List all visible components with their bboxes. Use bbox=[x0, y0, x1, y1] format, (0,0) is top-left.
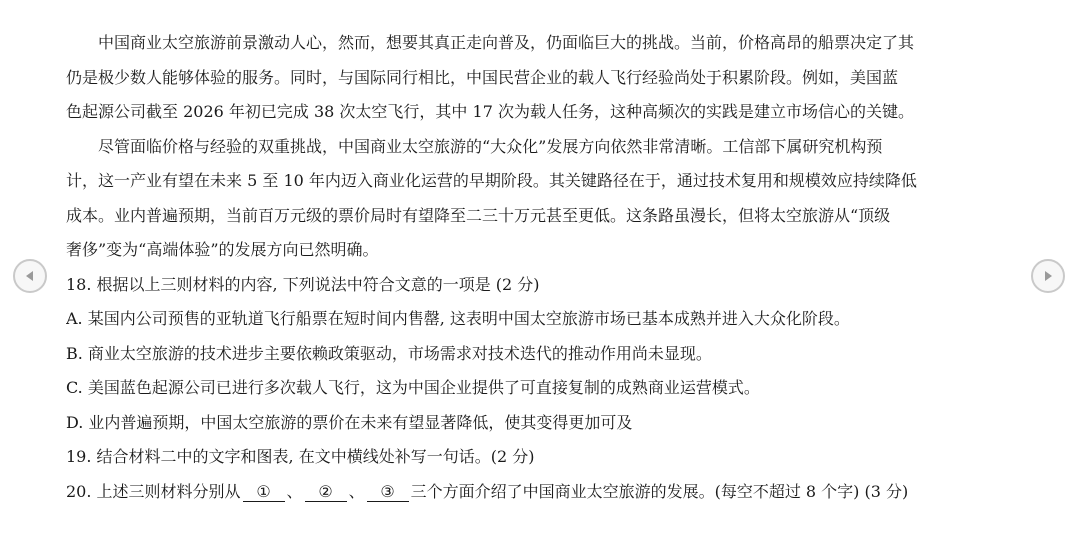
passage-line: 中国商业太空旅游前景激动人心，然而，想要其真正走向普及，仍面临巨大的挑战。当前，价格高昂的船票决定了其 bbox=[98, 33, 915, 52]
passage-line: 计，这一产业有望在未来 5 至 10 年内迈入商业化运营的早期阶段。其关键路径在于，通过技术复用和规模效应持续降低 bbox=[66, 171, 917, 190]
question-18-stem: 18. 根据以上三则材料的内容, 下列说法中符合文意的一项是 (2 分) bbox=[66, 274, 540, 294]
document-body bbox=[66, 26, 1016, 509]
question-18-option-b: B. 商业太空旅游的技术进步主要依赖政策驱动，市场需求对技术迭代的推动作用尚未显现。 bbox=[66, 343, 712, 363]
question-20 bbox=[66, 475, 1016, 510]
passage-line: 仍是极少数人能够体验的服务。同时，与国际同行相比，中国民营企业的载人飞行经验尚处于积累阶段。例如，美国蓝 bbox=[66, 67, 899, 87]
question-18-option-d: D. 业内普遍预期，中国太空旅游的票价在未来有望显著降低，使其变得更加可及 bbox=[66, 412, 633, 432]
separator: 、 bbox=[348, 481, 365, 501]
chevron-right-icon bbox=[1041, 269, 1055, 283]
answer-blank-3[interactable]: ③ bbox=[367, 483, 409, 502]
answer-blank-2[interactable]: ② bbox=[305, 483, 347, 502]
passage-line: 尽管面临价格与经验的双重挑战，中国商业太空旅游的“大众化”发展方向依然非常清晰。工信部下属研究机构预 bbox=[98, 136, 883, 156]
passage-line: 成本。业内普遍预期，当前百万元级的票价局时有望降至二三十万元甚至更低。这条路虽漫长，但将太空旅游从“顶级 bbox=[66, 205, 891, 225]
next-page-button[interactable] bbox=[1031, 259, 1065, 293]
question-19-stem: 19. 结合材料二中的文字和图表, 在文中横线处补写一句话。(2 分) bbox=[66, 447, 535, 466]
separator: 、 bbox=[286, 481, 303, 501]
chevron-left-icon bbox=[23, 269, 37, 283]
passage-line: 奢侈”变为“高端体验”的发展方向已然明确。 bbox=[66, 240, 379, 259]
passage-line: 色起源公司截至 2026 年初已完成 38 次太空飞行，其中 17 次为载人任务，这种高频次的实践是建立市场信心的关键。 bbox=[66, 102, 914, 121]
question-18-option-c: C. 美国蓝色起源公司已进行多次载人飞行，这为中国企业提供了可直接复制的成熟商业运营模式。 bbox=[66, 378, 760, 397]
question-18-option-a: A. 某国内公司预售的亚轨道飞行船票在短时间内售罄, 这表明中国太空旅游市场已基本成熟并进入大众化阶段。 bbox=[66, 309, 850, 328]
question-20-prefix: 20. 上述三则材料分别从 bbox=[66, 481, 241, 501]
prev-page-button[interactable] bbox=[13, 259, 47, 293]
answer-blank-1[interactable]: ① bbox=[243, 483, 285, 502]
question-20-suffix: 三个方面介绍了中国商业太空旅游的发展。(每空不超过 8 个字) (3 分) bbox=[410, 481, 909, 501]
